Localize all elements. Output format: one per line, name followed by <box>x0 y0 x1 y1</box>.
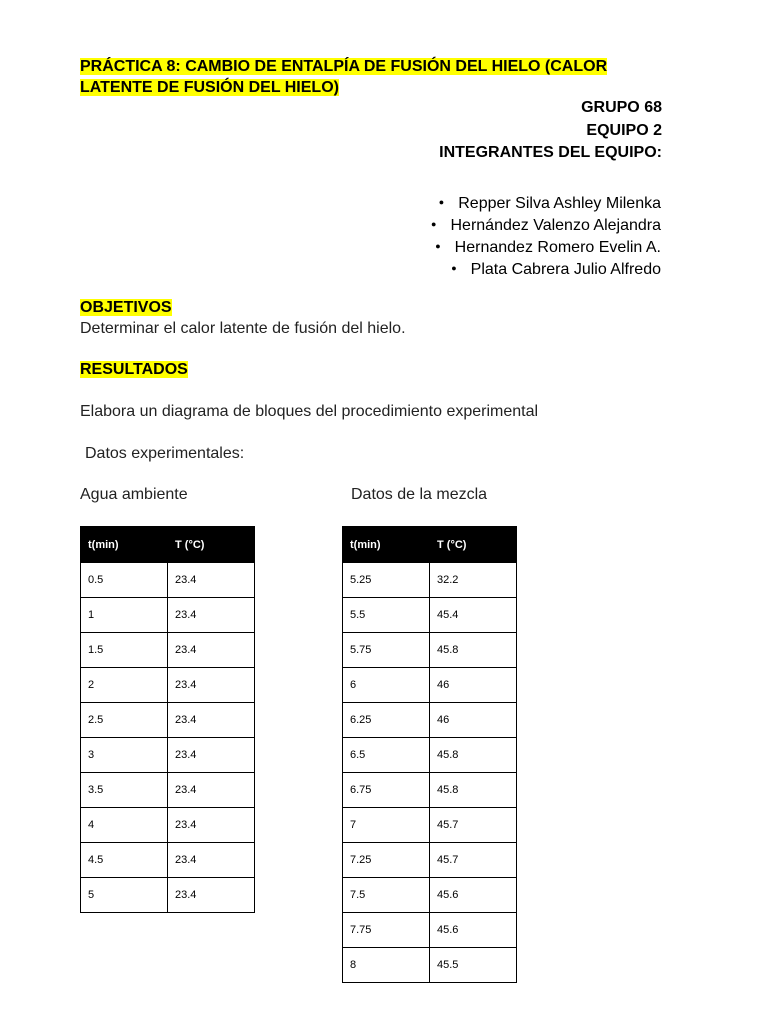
table-row <box>81 738 255 773</box>
table-row <box>343 843 517 878</box>
table-row <box>343 773 517 808</box>
column-header-temperature: T (°C) <box>168 527 255 563</box>
temperature-cell: 23.4 <box>168 878 255 913</box>
temperature-cell: 45.5 <box>430 948 517 983</box>
table-row <box>343 703 517 738</box>
time-cell: 7.5 <box>343 878 430 913</box>
table-row <box>81 773 255 808</box>
member-item: ● Repper Silva Ashley Milenka <box>431 192 661 214</box>
table-row <box>343 878 517 913</box>
temperature-cell: 23.4 <box>168 563 255 598</box>
time-cell: 7 <box>343 808 430 843</box>
temperature-cell: 45.8 <box>430 738 517 773</box>
results-instruction: Elabora un diagrama de bloques del procedimiento experimental <box>80 403 539 420</box>
member-item: ● Hernández Valenzo Alejandra <box>431 214 661 236</box>
data-label: Datos experimentales: <box>85 445 245 462</box>
temperature-cell: 23.4 <box>168 633 255 668</box>
members-list <box>431 192 661 280</box>
mixture-data-table <box>342 526 517 983</box>
table-row <box>343 808 517 843</box>
time-cell: 1 <box>81 598 168 633</box>
table-row <box>81 878 255 913</box>
results-heading-text: RESULTADOS <box>80 361 188 378</box>
temperature-cell: 45.8 <box>430 633 517 668</box>
time-cell: 4.5 <box>81 843 168 878</box>
results-heading <box>80 360 188 380</box>
table-header-row <box>343 527 517 563</box>
time-cell: 6.75 <box>343 773 430 808</box>
time-cell: 7.25 <box>343 843 430 878</box>
time-cell: 3.5 <box>81 773 168 808</box>
table-row <box>343 563 517 598</box>
table-row <box>81 598 255 633</box>
temperature-cell: 32.2 <box>430 563 517 598</box>
time-cell: 6.25 <box>343 703 430 738</box>
title-line-2: LATENTE DE FUSIÓN DEL HIELO) <box>80 79 339 96</box>
member-item: ● Plata Cabrera Julio Alfredo <box>431 258 661 280</box>
table-row <box>343 913 517 948</box>
time-cell: 3 <box>81 738 168 773</box>
time-cell: 0.5 <box>81 563 168 598</box>
time-cell: 7.75 <box>343 913 430 948</box>
table-row <box>81 563 255 598</box>
temperature-cell: 23.4 <box>168 668 255 703</box>
column-header-temperature: T (°C) <box>430 527 517 563</box>
time-cell: 4 <box>81 808 168 843</box>
title-line-1: PRÁCTICA 8: CAMBIO DE ENTALPÍA DE FUSIÓN DEL HIELO (CALOR <box>80 58 608 75</box>
temperature-cell: 46 <box>430 668 517 703</box>
objectives-text: Determinar el calor latente de fusión del hielo. <box>80 320 406 337</box>
time-cell: 6 <box>343 668 430 703</box>
member-item: ● Hernandez Romero Evelin A. <box>431 236 661 258</box>
temperature-cell: 23.4 <box>168 598 255 633</box>
ambient-table-caption: Agua ambiente <box>80 486 188 503</box>
temperature-cell: 23.4 <box>168 738 255 773</box>
group-info <box>439 97 662 165</box>
mixture-table-caption: Datos de la mezcla <box>351 486 488 503</box>
ambient-water-table <box>80 526 255 913</box>
table-row <box>343 948 517 983</box>
team-number: EQUIPO 2 <box>586 121 662 139</box>
table-row <box>81 843 255 878</box>
table-row <box>81 703 255 738</box>
temperature-cell: 45.6 <box>430 913 517 948</box>
temperature-cell: 45.8 <box>430 773 517 808</box>
temperature-cell: 46 <box>430 703 517 738</box>
time-cell: 6.5 <box>343 738 430 773</box>
table-row <box>343 598 517 633</box>
members-heading: INTEGRANTES DEL EQUIPO: <box>439 144 662 161</box>
time-cell: 5.25 <box>343 563 430 598</box>
time-cell: 2 <box>81 668 168 703</box>
table-row <box>81 633 255 668</box>
table-row <box>81 808 255 843</box>
time-cell: 5.5 <box>343 598 430 633</box>
temperature-cell: 45.4 <box>430 598 517 633</box>
time-cell: 5 <box>81 878 168 913</box>
table-header-row <box>81 527 255 563</box>
column-header-time: t(min) <box>343 527 430 563</box>
time-cell: 1.5 <box>81 633 168 668</box>
temperature-cell: 45.7 <box>430 808 517 843</box>
group-number: GRUPO 68 <box>581 99 662 116</box>
document-title <box>80 56 640 98</box>
temperature-cell: 23.4 <box>168 773 255 808</box>
time-cell: 2.5 <box>81 703 168 738</box>
table-row <box>343 668 517 703</box>
temperature-cell: 45.7 <box>430 843 517 878</box>
temperature-cell: 45.6 <box>430 878 517 913</box>
objectives-heading-text: OBJETIVOS <box>80 299 172 316</box>
temperature-cell: 23.4 <box>168 808 255 843</box>
time-cell: 8 <box>343 948 430 983</box>
table-row <box>343 633 517 668</box>
table-row <box>343 738 517 773</box>
table-row <box>81 668 255 703</box>
time-cell: 5.75 <box>343 633 430 668</box>
objectives-heading <box>80 298 172 318</box>
temperature-cell: 23.4 <box>168 843 255 878</box>
temperature-cell: 23.4 <box>168 703 255 738</box>
column-header-time: t(min) <box>81 527 168 563</box>
